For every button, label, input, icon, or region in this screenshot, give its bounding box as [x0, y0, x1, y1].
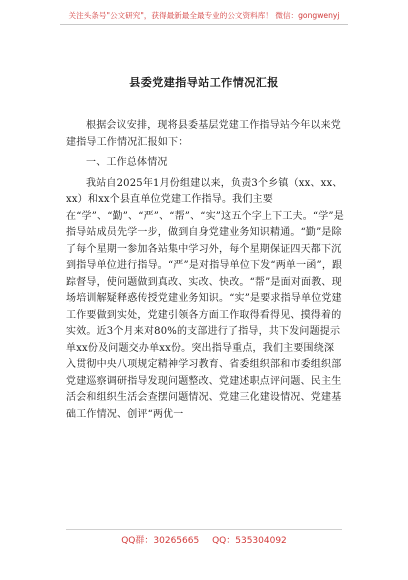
footer-qq: QQ：535304092: [212, 536, 287, 546]
body-paragraph: 我站自2025年1月份组建以来，负责3个乡镇（xx、xx、xx）和xx个县直单位党建工作指导。我们主要在“学”、“勤”、“严”、“帮”、“实”这五个字上下工夫。“学”是指导站成员先学一步，做到自身党建业务知识精通。“勤”是除了每个星期一参加各站集中学习外，每个星期保证四天都下沉到指导单位进行指导。“严”是对指导单位下发“两单一函”，跟踪督导，使问题做到真改、实改、快改。“帮”是面对面教、现场培训解疑释惑传授党建业务知识。“实”是要求指导单位党建工作要做到实处，党建引领各方面工作取得看得见、摸得着的实效。近3个月来对80%的支部进行了指导，共下发问题提示单xx份及问题交办单xx份。突出指导重点，我们主要围绕深入贯彻中央八项规定精神学习教育、省委组织部和市委组织部党建巡察调研指导发现问题整改、党建述职点评问题、民主生活会和组织生活会查摆问题情况、党建三化建设情况、党建基础工作情况、创评“两优一: [66, 177, 344, 420]
header-banner: 关注头条号"公文研究"，获得最新最全最专业的公文资料库！ 微信：gongwenyj: [68, 11, 340, 20]
intro-paragraph: 根据会议安排，现将县委基层党建工作指导站今年以来党建指导工作情况汇报如下：: [66, 120, 341, 148]
footer-qq-group: QQ群：30265665: [121, 536, 200, 546]
section-heading: 一、工作总体情况: [86, 157, 168, 168]
document-title: 县委党建指导站工作情况汇报: [129, 76, 279, 89]
footer-contact: [0, 533, 408, 546]
document-body: [66, 118, 344, 423]
footer-divider: [66, 529, 342, 530]
header-divider: [60, 24, 348, 25]
